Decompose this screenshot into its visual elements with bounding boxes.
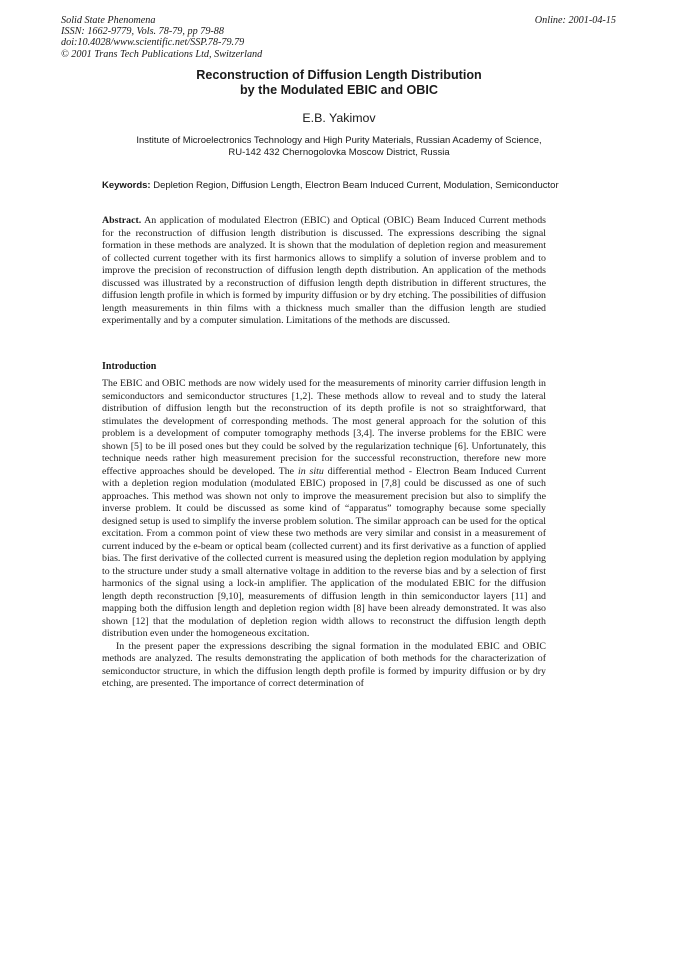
keywords — [102, 180, 562, 193]
journal-name: Solid State Phenomena — [61, 15, 156, 26]
introduction-body — [102, 378, 546, 691]
title-line-1: Reconstruction of Diffusion Length Distribution — [196, 68, 482, 82]
author-name: E.B. Yakimov — [302, 111, 376, 125]
keywords-text: Depletion Region, Diffusion Length, Electron Beam Induced Current, Modulation, Semiconductor — [153, 180, 559, 191]
intro-paragraph-2: In the present paper the expressions describing the signal formation in the modulated EBIC and OBIC methods are analyzed. The results demonstrating the application of both methods for the characterization of semiconductor structure, in which the diffusion length depth profile is formed by impurity diffusion or by dry etching, are presented. The importance of correct determination of — [102, 640, 546, 689]
intro-p1-part-b: differential method - Electron Beam Induced Current with a depletion region modulation (modulated EBIC) proposed in [7,8] could be discussed as one of such approaches. This method was shown not only to improve the measurement precision but also to simplify the inverse problem. It could be discussed as some kind of “apparatus” tomography because some specially designed setup is used to simplify the inverse problem solution. The similar approach can be used for the optical excitation. From a common point of view these two methods are very similar and consist in a measurement of current induced by the e-beam or optical beam (collected current) and its first derivative as a function of applied bias. The first derivative of the collected current is measured using the depletion region modulation by applying to the structure under study a small alternative voltage in addition to the reverse bias and by a selection of first harmonics of the signal using a lock-in amplifier. The application of the modulated EBIC for the diffusion length depth reconstruction [9,10], measurements of diffusion length in thin semiconductor layers [11] and mapping both the diffusion length and depletion region width [8] have been already demonstrated. It was also shown [12] that the modulation of depletion region width allows to reconstruct the diffusion length depth distribution even under the homogeneous excitation. — [102, 465, 547, 639]
doi-line: doi:10.4028/www.scientific.net/SSP.78-79.79 — [61, 37, 245, 49]
abstract-label: Abstract. — [102, 215, 142, 226]
keywords-label: Keywords: — [102, 180, 151, 191]
publication-header — [61, 15, 391, 60]
issn-line: ISSN: 1662-9779, Vols. 78-79, pp 79-88 — [61, 26, 224, 38]
online-date: Online: 2001-04-15 — [534, 15, 616, 26]
abstract — [102, 215, 546, 328]
affiliation-line-2: RU-142 432 Chernogolovka Moscow District, Russia — [228, 147, 450, 159]
title-line-2: by the Modulated EBIC and OBIC — [239, 82, 438, 97]
section-heading-introduction: Introduction — [102, 361, 157, 372]
abstract-text: An application of modulated Electron (EBIC) and Optical (OBIC) Beam Induced Current methods for the reconstruction of diffusion length distribution is discussed. The expressions describing the signal formation in these methods are analyzed. It is shown that the modulation of depletion region and measurement of collected current together with its first harmonics allows to simplify a solution of inverse problem and to improve the precision of reconstruction of diffusion length depth distribution. An application of the methods discussed was illustrated by a reconstruction of diffusion length depth distribution in different structures, the diffusion length profile in which is formed by impurity diffusion or by dry etching. The possibilities of diffusion length measurements in thin films with a thickness much smaller than the diffusion length are studied experimentally and by a computer simulation. Limitations of the methods are discussed. — [102, 215, 546, 326]
affiliation-line-1: Institute of Microelectronics Technology and High Purity Materials, Russian Academy of Science, — [136, 135, 542, 146]
intro-p1-part-a: The EBIC and OBIC methods are now widely used for the measurements of minority carrier diffusion length in semiconductors and semiconductor structures [1,2]. These methods allow to reveal and to study the lateral distribution of diffusion length but the reconstruction of its depth profile is not so straightforward, that stimulates the development of corresponding methods. The most general approach for the solution of this problem is a development of computer tomography methods [3,4]. The inverse problems for the EBIC were shown [5] to be ill posed ones but they could be solved by the regularization technique [6]. Unfortunately, this technique needs rather high measurement precision for the successful reconstruction, therefore new more effective approaches should be developed. The — [102, 378, 546, 477]
intro-paragraph-1 — [102, 378, 546, 641]
intro-p1-italic: in situ — [297, 465, 324, 477]
paper-title — [60, 68, 618, 97]
copyright-line: © 2001 Trans Tech Publications Ltd, Switzerland — [61, 48, 263, 60]
affiliation — [80, 135, 598, 160]
